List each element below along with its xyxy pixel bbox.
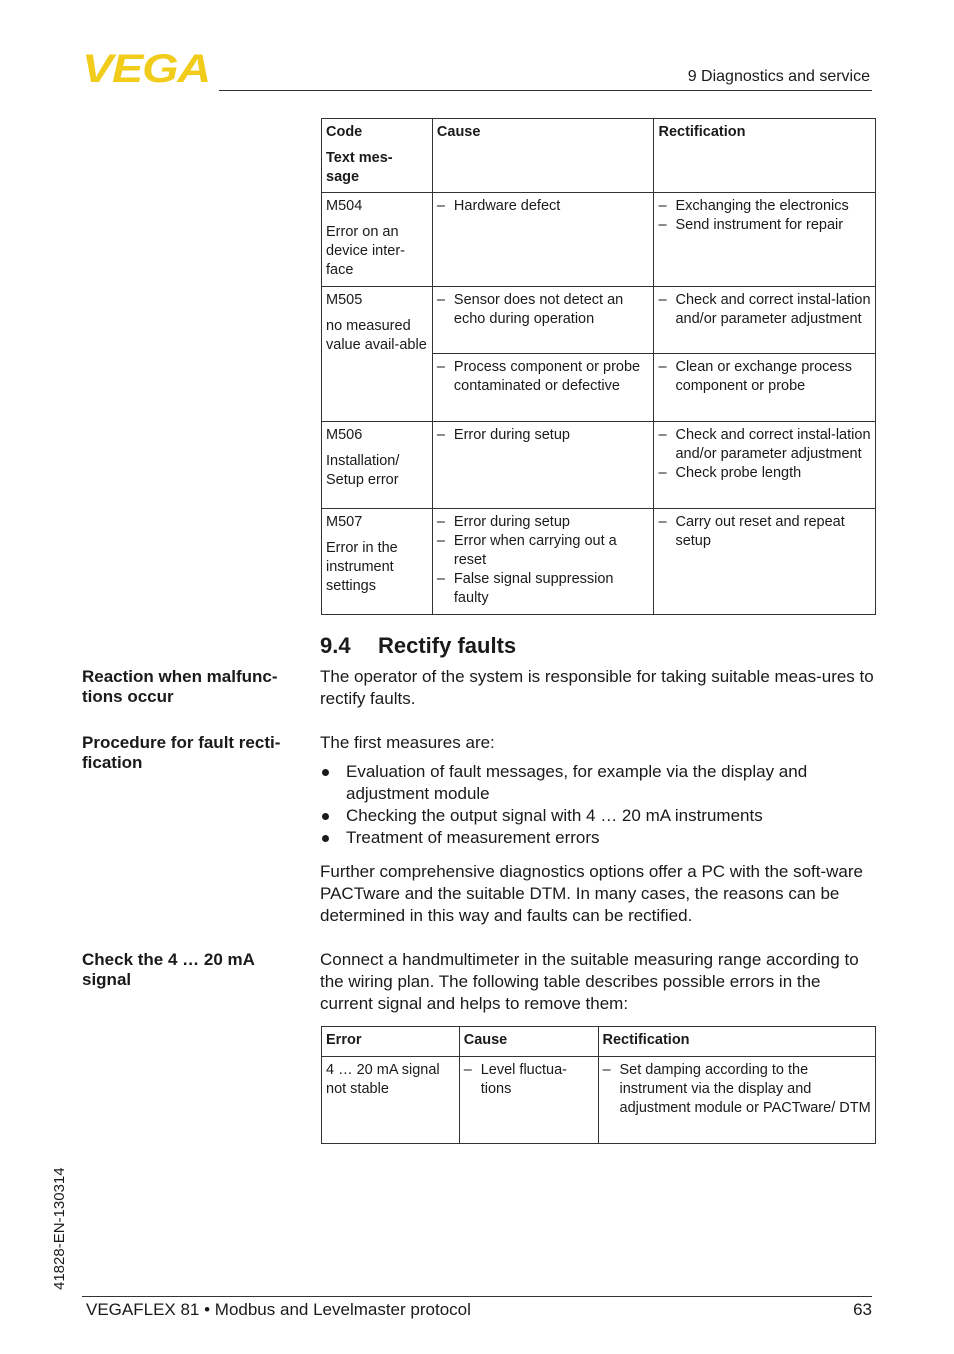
list-item: – Check probe length [658, 464, 871, 483]
page-number: 63 [853, 1300, 872, 1319]
section-title: Rectify faults [378, 633, 517, 658]
fault-code: M505 [326, 292, 363, 308]
list-item: Evaluation of fault messages, for example via the display and adjustment module [320, 761, 876, 805]
header-rectification: Rectification [654, 119, 876, 193]
vega-logo-text: VEGA [82, 50, 210, 86]
fault-table-header-row [322, 119, 876, 193]
current-signal-table [321, 1026, 876, 1144]
rectification-cell [654, 509, 876, 615]
list-item: – Clean or exchange process component or probe [658, 358, 871, 396]
header-section-title: 9 Diagnostics and service [687, 68, 870, 85]
error-cell: 4 … 20 mA signal not stable [322, 1057, 460, 1144]
section-number: 9.4 [320, 633, 351, 658]
cause-cell [432, 287, 654, 354]
list-item: – Process component or probe contaminated or defective [437, 358, 650, 396]
procedure-block [320, 732, 876, 849]
rectification-cell [654, 287, 876, 354]
table-row [322, 1057, 876, 1144]
cause-cell [432, 354, 654, 422]
fault-code: M507 [326, 514, 363, 530]
rectification-cell [654, 193, 876, 287]
list-item: – Check and correct instal-lation and/or parameter adjustment [658, 291, 871, 329]
side-label-reaction: Reaction when malfunc-tions occur [82, 667, 278, 706]
procedure-bullet-list [320, 761, 876, 849]
list-item: – False signal suppression faulty [437, 570, 650, 608]
list-item: – Exchanging the electronics [658, 197, 871, 216]
cause-cell [432, 509, 654, 615]
diagnostics-paragraph: Further comprehensive diagnostics options offer a PC with the soft-ware PACTware and the suitable DTM. In many cases, the reasons can be determined in this way and faults can be rectified. [320, 862, 864, 925]
list-item: – Error when carrying out a reset [437, 532, 650, 570]
rectification-cell [598, 1057, 875, 1144]
list-item: Checking the output signal with 4 … 20 mA instruments [320, 805, 876, 827]
list-item: – Error during setup [437, 513, 650, 532]
header-code: Code [326, 124, 363, 140]
cause-cell [459, 1057, 598, 1144]
list-item: – Send instrument for repair [658, 216, 871, 235]
footer-divider [82, 1296, 872, 1297]
header-rectification: Rectification [598, 1027, 875, 1057]
fault-text: Installation/ Setup error [326, 453, 400, 488]
reaction-paragraph: The operator of the system is responsible for taking suitable meas-ures to rectify faults. [320, 667, 874, 708]
rectification-cell [654, 422, 876, 509]
cause-cell [432, 422, 654, 509]
code-cell [322, 422, 433, 509]
list-item: – Error during setup [437, 426, 650, 445]
table-row [322, 422, 876, 509]
list-item: Treatment of measurement errors [320, 827, 876, 849]
table-row [322, 193, 876, 287]
list-item: – Level fluctua-tions [464, 1061, 594, 1099]
fault-text: Error on an device inter-face [326, 224, 405, 278]
check-signal-paragraph: Connect a handmultimeter in the suitable measuring range according to the wiring plan. The following table describes possible errors in the current signal and helps to remove them: [320, 950, 859, 1013]
fault-text: no measured value avail-able [326, 318, 427, 353]
fault-message-table [321, 118, 876, 615]
list-item: – Sensor does not detect an echo during operation [437, 291, 650, 329]
list-item: – Carry out reset and repeat setup [658, 513, 871, 551]
table-row [322, 509, 876, 615]
header-cause: Cause [459, 1027, 598, 1057]
section-heading [320, 633, 516, 659]
fault-code: M506 [326, 427, 363, 443]
fault-text: Error in the instrument settings [326, 540, 398, 594]
header-code-cell [322, 119, 433, 193]
cause-cell [432, 193, 654, 287]
list-item: – Check and correct instal-lation and/or parameter adjustment [658, 426, 871, 464]
side-label-procedure: Procedure for fault recti-fication [82, 733, 281, 772]
header-divider [219, 90, 872, 91]
document-id: 41828-EN-130314 [51, 1167, 68, 1290]
table-row [322, 287, 876, 354]
rectification-cell [654, 354, 876, 422]
vega-logo [82, 50, 212, 86]
header-text-message: Text mes-sage [326, 150, 393, 185]
current-table-header-row [322, 1027, 876, 1057]
header-error: Error [322, 1027, 460, 1057]
code-cell [322, 193, 433, 287]
procedure-intro: The first measures are: [320, 733, 495, 752]
code-cell [322, 287, 433, 422]
list-item: – Set damping according to the instrument via the display and adjustment module or PACTware/ DTM [603, 1061, 871, 1118]
code-cell [322, 509, 433, 615]
header-cause: Cause [432, 119, 654, 193]
side-label-check-signal: Check the 4 … 20 mA signal [82, 950, 255, 989]
fault-code: M504 [326, 198, 363, 214]
list-item: – Hardware defect [437, 197, 650, 216]
footer-title: VEGAFLEX 81 • Modbus and Levelmaster protocol [86, 1300, 471, 1319]
